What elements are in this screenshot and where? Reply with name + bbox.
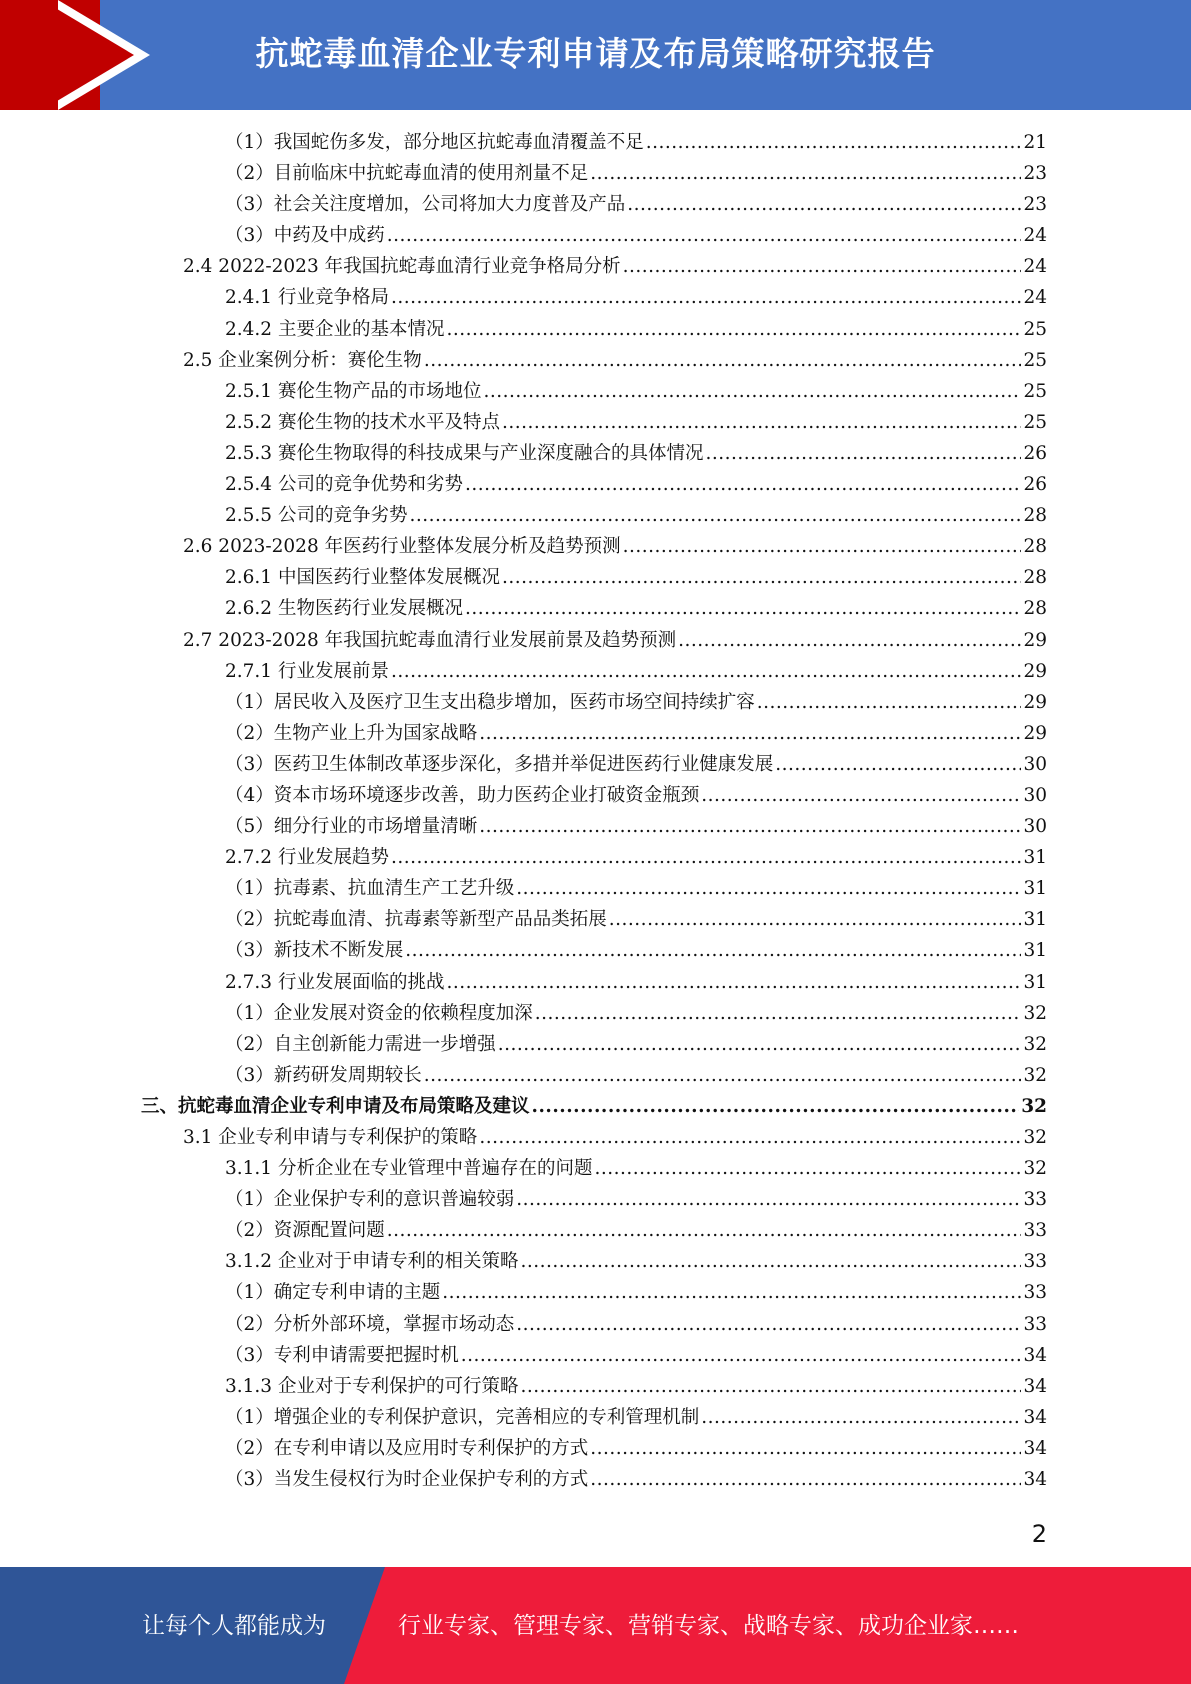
toc-entry[interactable]: [0, 1246, 1191, 1277]
toc-leader-dots: [387, 1215, 1022, 1246]
toc-entry-title: 2.7.1 行业发展前景: [225, 660, 389, 682]
toc-entry-title: 2.5.4 公司的竞争优势和劣势: [225, 474, 463, 496]
page-header: [0, 0, 1191, 110]
toc-entry-page: 25: [1023, 318, 1047, 340]
toc-entry-title: （3）新药研发周期较长: [225, 1064, 422, 1086]
toc-leader-dots: [387, 220, 1022, 251]
toc-leader-dots: [627, 189, 1021, 220]
toc-entry[interactable]: [0, 935, 1191, 966]
toc-entry-title: （3）医药卫生体制改革逐步深化，多措并举促进医药行业健康发展: [225, 753, 774, 775]
toc-leader-dots: [520, 1246, 1021, 1277]
toc-entry-page: 29: [1023, 660, 1047, 682]
toc-leader-dots: [590, 158, 1021, 189]
toc-entry-page: 25: [1023, 411, 1047, 433]
toc-entry[interactable]: [0, 718, 1191, 749]
toc-entry[interactable]: [0, 562, 1191, 593]
toc-leader-dots: [502, 407, 1021, 438]
toc-entry-page: 24: [1023, 287, 1047, 309]
toc-entry-title: 3.1.1 分析企业在专业管理中普遍存在的问题: [225, 1158, 593, 1180]
toc-entry-title: （2）分析外部环境，掌握市场动态: [225, 1313, 515, 1335]
toc-entry-page: 23: [1023, 194, 1047, 216]
toc-entry[interactable]: [0, 1215, 1191, 1246]
toc-entry[interactable]: [0, 625, 1191, 656]
toc-leader-dots: [705, 438, 1021, 469]
toc-entry-page: 23: [1023, 163, 1047, 185]
toc-entry-title: （1）居民收入及医疗卫生支出稳步增加，医药市场空间持续扩容: [225, 691, 755, 713]
toc-entry[interactable]: [0, 811, 1191, 842]
toc-entry-title: （3）当发生侵权行为时企业保护专利的方式: [225, 1469, 589, 1491]
toc-entry-page: 33: [1023, 1251, 1047, 1273]
toc-entry-page: 31: [1023, 878, 1047, 900]
toc-leader-dots: [446, 967, 1021, 998]
toc-entry-title: （1）抗毒素、抗血清生产工艺升级: [225, 878, 515, 900]
toc-entry-title: 2.6.2 生物医药行业发展概况: [225, 598, 463, 620]
toc-entry[interactable]: [0, 314, 1191, 345]
toc-entry-page: 34: [1023, 1375, 1047, 1397]
toc-leader-dots: [594, 1153, 1021, 1184]
toc-entry-title: 2.4.2 主要企业的基本情况: [225, 318, 445, 340]
toc-entry[interactable]: [0, 687, 1191, 718]
toc-entry-page: 34: [1023, 1406, 1047, 1428]
toc-entry[interactable]: [0, 158, 1191, 189]
toc-entry-page: 30: [1023, 753, 1047, 775]
toc-entry[interactable]: [0, 189, 1191, 220]
toc-entry-title: 2.7.2 行业发展趋势: [225, 847, 389, 869]
toc-entry-title: 2.5.5 公司的竞争劣势: [225, 505, 408, 527]
toc-entry-title: 3.1 企业专利申请与专利保护的策略: [183, 1127, 478, 1148]
toc-entry[interactable]: [0, 127, 1191, 158]
toc-entry-page: 32: [1023, 1033, 1047, 1055]
toc-entry-page: 32: [1023, 1002, 1047, 1024]
toc-leader-dots: [442, 1277, 1021, 1308]
toc-leader-dots: [424, 1060, 1022, 1091]
toc-entry[interactable]: [0, 251, 1191, 282]
toc-entry-page: 25: [1023, 349, 1047, 371]
toc-entry-title: （3）新技术不断发展: [225, 940, 404, 962]
toc-leader-dots: [465, 469, 1021, 500]
page-footer: [0, 1567, 1191, 1684]
toc-entry-title: （4）资本市场环境逐步改善，助力医药企业打破资金瓶颈: [225, 784, 700, 806]
toc-entry[interactable]: [0, 469, 1191, 500]
toc-entry-title: 2.5.1 赛伦生物产品的市场地位: [225, 380, 482, 402]
toc-entry-page: 34: [1023, 1344, 1047, 1366]
toc-entry-page: 34: [1023, 1469, 1047, 1491]
toc-leader-dots: [590, 1433, 1021, 1464]
toc-entry[interactable]: [0, 873, 1191, 904]
toc-entry[interactable]: [0, 842, 1191, 873]
toc-entry[interactable]: [0, 376, 1191, 407]
toc-leader-dots: [391, 842, 1021, 873]
toc-leader-dots: [424, 345, 1022, 376]
toc-entry-title: （2）目前临床中抗蛇毒血清的使用剂量不足: [225, 163, 589, 185]
toc-entry-title: （2）自主创新能力需进一步增强: [225, 1033, 496, 1055]
toc-entry-title: （3）专利申请需要把握时机: [225, 1344, 459, 1366]
toc-entry-page: 29: [1023, 691, 1047, 713]
toc-entry[interactable]: [0, 345, 1191, 376]
toc-leader-dots: [479, 811, 1021, 842]
toc-entry[interactable]: [0, 1309, 1191, 1340]
toc-entry-page: 21: [1023, 132, 1047, 153]
header-arrow-icon: [42, 0, 134, 110]
toc-entry-page: 24: [1023, 256, 1047, 278]
toc-leader-dots: [590, 1464, 1021, 1495]
toc-entry-title: （3）中药及中成药: [225, 225, 385, 247]
toc-entry[interactable]: [0, 220, 1191, 251]
toc-entry-page: 32: [1021, 1095, 1047, 1117]
toc-leader-dots: [775, 749, 1021, 780]
toc-entry[interactable]: [0, 1060, 1191, 1091]
toc-leader-dots: [465, 593, 1021, 624]
toc-entry-page: 28: [1023, 536, 1047, 558]
toc-leader-dots: [461, 1340, 1022, 1371]
toc-entry-title: （1）确定专利申请的主题: [225, 1282, 441, 1304]
toc-entry-page: 29: [1023, 629, 1047, 651]
toc-entry-page: 33: [1023, 1313, 1047, 1335]
toc-entry-title: 2.6.1 中国医药行业整体发展概况: [225, 567, 500, 589]
toc-entry-title: 2.7 2023-2028 年我国抗蛇毒血清行业发展前景及趋势预测: [183, 629, 677, 651]
toc-entry-title: 2.4.1 行业竞争格局: [225, 287, 389, 309]
toc-entry[interactable]: [0, 438, 1191, 469]
toc-leader-dots: [391, 656, 1021, 687]
toc-entry[interactable]: [0, 1402, 1191, 1433]
toc-entry-page: 33: [1023, 1189, 1047, 1211]
toc-entry-page: 24: [1023, 225, 1047, 247]
toc-entry-page: 32: [1023, 1127, 1047, 1148]
toc-entry[interactable]: [0, 1277, 1191, 1308]
toc-entry-page: 32: [1023, 1158, 1047, 1180]
toc-leader-dots: [405, 935, 1021, 966]
toc-entry[interactable]: [0, 967, 1191, 998]
toc-entry-page: 26: [1023, 442, 1047, 464]
toc-leader-dots: [483, 376, 1021, 407]
toc-entry-page: 25: [1023, 380, 1047, 402]
toc-entry[interactable]: [0, 531, 1191, 562]
toc-entry-page: 31: [1023, 909, 1047, 931]
toc-leader-dots: [701, 780, 1021, 811]
toc-entry-title: （1）企业发展对资金的依赖程度加深: [225, 1002, 533, 1024]
toc-entry-title: （3）社会关注度增加，公司将加大力度普及产品: [225, 194, 626, 216]
toc-entry-page: 32: [1023, 1064, 1047, 1086]
toc-entry-title: 三、抗蛇毒血清企业专利申请及布局策略及建议: [141, 1095, 530, 1117]
toc-entry-page: 33: [1023, 1220, 1047, 1242]
toc-entry-page: 33: [1023, 1282, 1047, 1304]
toc-leader-dots: [502, 562, 1021, 593]
toc-leader-dots: [479, 718, 1021, 749]
page-number: 2: [1031, 1520, 1047, 1548]
toc-entry[interactable]: [0, 1371, 1191, 1402]
toc-entry[interactable]: [0, 1184, 1191, 1215]
toc-entry-title: 2.5 企业案例分析：赛伦生物: [183, 349, 422, 371]
toc-leader-dots: [391, 282, 1021, 313]
toc-entry[interactable]: [0, 904, 1191, 935]
toc-entry-page: 30: [1023, 816, 1047, 838]
toc-leader-dots: [535, 998, 1022, 1029]
toc-entry-page: 28: [1023, 598, 1047, 620]
toc-entry-title: 2.5.3 赛伦生物取得的科技成果与产业深度融合的具体情况: [225, 442, 704, 464]
toc-leader-dots: [757, 687, 1022, 718]
toc-entry[interactable]: [0, 1091, 1191, 1122]
toc-leader-dots: [701, 1402, 1021, 1433]
toc-entry-page: 31: [1023, 847, 1047, 869]
toc-leader-dots: [516, 1309, 1021, 1340]
toc-entry[interactable]: [0, 407, 1191, 438]
toc-entry-title: 3.1.2 企业对于申请专利的相关策略: [225, 1251, 519, 1273]
toc-leader-dots: [623, 251, 1022, 282]
toc-entry[interactable]: [0, 1464, 1191, 1495]
toc-entry[interactable]: [0, 1433, 1191, 1464]
toc-entry[interactable]: [0, 1122, 1191, 1153]
table-of-contents: [0, 127, 1191, 1495]
toc-leader-dots: [446, 314, 1021, 345]
toc-entry[interactable]: [0, 282, 1191, 313]
toc-entry-page: 28: [1023, 505, 1047, 527]
toc-leader-dots: [516, 873, 1021, 904]
toc-leader-dots: [623, 531, 1022, 562]
toc-entry-title: （5）细分行业的市场增量清晰: [225, 816, 478, 838]
footer-slogan-left: 让每个人都能成为: [142, 1613, 326, 1639]
toc-entry-page: 26: [1023, 474, 1047, 496]
toc-leader-dots: [520, 1371, 1021, 1402]
report-title: 抗蛇毒血清企业专利申请及布局策略研究报告: [255, 34, 936, 73]
toc-entry-title: （1）增强企业的专利保护意识，完善相应的专利管理机制: [225, 1406, 700, 1428]
toc-entry[interactable]: [0, 780, 1191, 811]
toc-leader-dots: [479, 1122, 1021, 1153]
toc-entry[interactable]: [0, 749, 1191, 780]
toc-entry-title: （1）我国蛇伤多发，部分地区抗蛇毒血清覆盖不足: [225, 132, 644, 153]
toc-entry-title: 2.6 2023-2028 年医药行业整体发展分析及趋势预测: [183, 536, 621, 558]
toc-entry-page: 29: [1023, 722, 1047, 744]
toc-entry-title: 2.7.3 行业发展面临的挑战: [225, 971, 445, 993]
toc-entry-page: 30: [1023, 784, 1047, 806]
toc-entry-title: （1）企业保护专利的意识普遍较弱: [225, 1189, 515, 1211]
toc-entry-title: 2.5.2 赛伦生物的技术水平及特点: [225, 411, 500, 433]
toc-entry[interactable]: [0, 1153, 1191, 1184]
toc-entry[interactable]: [0, 1340, 1191, 1371]
toc-leader-dots: [609, 904, 1022, 935]
toc-entry-title: 3.1.3 企业对于专利保护的可行策略: [225, 1375, 519, 1397]
toc-entry-page: 31: [1023, 971, 1047, 993]
toc-leader-dots: [409, 500, 1021, 531]
toc-entry-page: 28: [1023, 567, 1047, 589]
toc-entry[interactable]: [0, 998, 1191, 1029]
toc-entry-page: 31: [1023, 940, 1047, 962]
toc-leader-dots: [646, 127, 1022, 158]
toc-entry[interactable]: [0, 500, 1191, 531]
toc-entry-title: （2）抗蛇毒血清、抗毒素等新型产品品类拓展: [225, 909, 607, 931]
toc-entry-title: （2）在专利申请以及应用时专利保护的方式: [225, 1437, 589, 1459]
toc-entry-title: 2.4 2022-2023 年我国抗蛇毒血清行业竞争格局分析: [183, 256, 621, 278]
toc-entry[interactable]: [0, 656, 1191, 687]
toc-leader-dots: [678, 625, 1021, 656]
toc-entry[interactable]: [0, 1029, 1191, 1060]
toc-leader-dots: [516, 1184, 1021, 1215]
toc-entry-page: 34: [1023, 1437, 1047, 1459]
toc-entry[interactable]: [0, 593, 1191, 624]
toc-leader-dots: [498, 1029, 1022, 1060]
footer-slogan-right: 行业专家、管理专家、营销专家、战略专家、成功企业家……: [398, 1613, 1019, 1639]
toc-entry-title: （2）生物产业上升为国家战略: [225, 722, 478, 744]
toc-entry-title: （2）资源配置问题: [225, 1220, 385, 1242]
toc-leader-dots: [532, 1091, 1020, 1122]
